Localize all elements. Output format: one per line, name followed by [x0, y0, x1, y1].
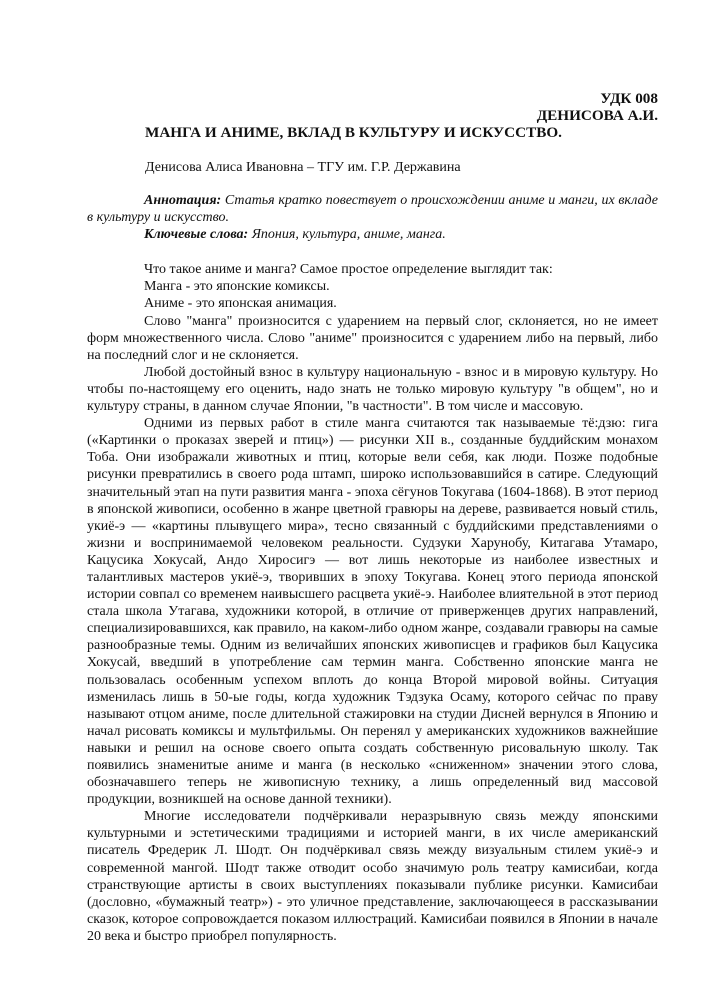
abstract — [87, 192, 658, 226]
paragraph: Многие исследователи подчёркивали неразрывную связь между японскими культурными и эстетическими традициями и историей манги, в их числе американский писатель Фредерик Л. Шодт. Он подчёркивал связь между визуальным стилем укиё-э и современной мангой. Шодт также отводит особо значимую роль театру камисибаи, когда странствующие артисты в своих выступлениях показывали публике рисунки. Камисибаи (дословно, «бумажный театр») - это уличное представление, заключающееся в рассказывании сказок, которое сопровождается показом иллюстраций. Камисибаи появился в Японии в начале 20 века и быстро приобрел популярность. — [87, 809, 658, 944]
article-title: МАНГА И АНИМЕ, ВКЛАД В КУЛЬТУРУ И ИСКУССТВО. — [145, 124, 562, 141]
article-body — [87, 192, 658, 945]
author-short: ДЕНИСОВА А.И. — [536, 107, 658, 124]
paragraph: Манга - это японские комиксы. — [144, 279, 330, 295]
paragraph: Любой достойный взнос в культуру национальную - взнос и в мировую культуру. Но чтобы по-настоящему его оценить, надо знать не только мировую культуру "в общем", но и культуру страны, в данном случае Японии, "в частности". В том числе и массовую. — [87, 364, 658, 415]
keywords-label: Ключевые слова: — [144, 227, 249, 243]
paragraph: Аниме - это японская анимация. — [144, 296, 337, 312]
keywords-text: Япония, культура, аниме, манга. — [248, 227, 446, 243]
udk-code: УДК 008 — [600, 90, 658, 107]
paragraph: Одними из первых работ в стиле манга считаются так называемые тё:дзю: гига («Картинки о проказах зверей и птиц») — рисунки XII в., созданные буддийским монахом Тоба. Они изображали животных и птиц, которые вели себя, как люди. Позже подобные рисунки превратились в своего рода штамп, широко использовавшийся в сатире. Следующий значительный этап на пути развития манга - эпоха сёгунов Токугава (1604-1868). В этот период в японской живописи, особенно в жанре цветной гравюры на дереве, развивается новый стиль, укиё-э — «картины плывущего мира», тесно связанный с буддийскими представлениями о жизни и воспринимаемой человеком реальности. Судзуки Харунобу, Китагава Утамаро, Кацусика Хокусай, Андо Хиросигэ — вот лишь некоторые из наиболее известных и талантливых мастеров укиё-э, творивших в эпоху Токугава. Конец этого периода японской истории совпал со временем наивысшего расцвета укиё-э. Наиболее влиятельной в этот период стала школа Утагава, художники которой, в отличие от приверженцев других направлений, специализировавшихся, как правило, на каком-либо одном жанре, создавали гравюры на самые разнообразные темы. Одним из величайших японских живописцев и графиков был Кацусика Хокусай, введший в употребление сам термин манга. Собственно японские манга не пользовалась особенным успехом вплоть до конца Второй мировой войны. Ситуация изменилась лишь в 50-ые годы, когда художник Тэдзука Осаму, которого сейчас по праву называют отцом аниме, после длительной стажировки на студии Дисней вернулся в Японию и начал рисовать комиксы и мультфильмы. Он перенял у американских художников важнейшие навыки и решил на основе своего опыта создать собственную рисовальную школу. Так появились знаменитые аниме и манга (в несколько «сниженном» значении этого слова, обозначавшего теперь не живописную технику, а лишь определенный вид массовой продукции, возникшей на основе данной техники). — [87, 416, 658, 808]
paragraph: Что такое аниме и манга? Самое простое определение выглядит так: — [144, 262, 553, 278]
keywords — [87, 226, 658, 243]
author-affiliation: Денисова Алиса Ивановна – ТГУ им. Г.Р. Державина — [145, 160, 461, 175]
abstract-text: Статья кратко повествует о происхождении аниме и манги, их вкладе в культуру и искусство. — [87, 193, 658, 226]
paragraph: Слово "манга" произносится с ударением на первый слог, склоняется, но не имеет форм множественного числа. Слово "аниме" произносится с ударением либо на первый, либо на последний слог и не склоняется. — [87, 313, 658, 363]
spacer — [87, 243, 658, 261]
abstract-label: Аннотация: — [144, 193, 222, 208]
